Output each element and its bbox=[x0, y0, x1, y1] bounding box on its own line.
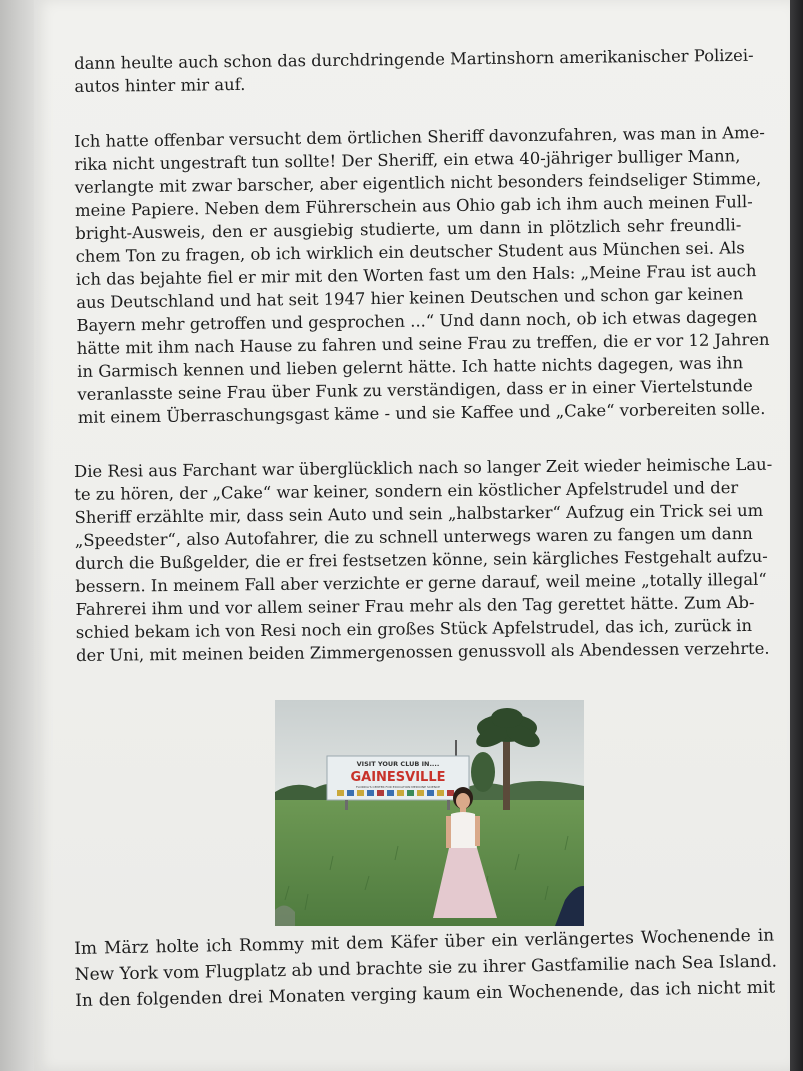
text-line: in Garmisch kennen und lieben gelernt hätte. Ich hatte nichts dagegen, was ihn bbox=[77, 353, 744, 381]
text-line: verlangte mit zwar barscher, aber eigentlich nicht besonders feindseliger Stimme, bbox=[74, 169, 762, 197]
text-line: der Uni, mit meinen beiden Zimmergenossen genussvoll als Abendessen verzehrte. bbox=[75, 638, 770, 665]
text-line: Im März holte ich Rommy mit dem Käfer über ein verlängertes Wochenende in bbox=[74, 925, 775, 959]
text-line: ich das bejahte fiel er mir mit den Worten fast um den Hals: „Meine Frau ist auch bbox=[75, 261, 757, 289]
paragraph-2 bbox=[74, 121, 768, 429]
photo-scene bbox=[275, 700, 584, 926]
text-line: Bayern mehr getroffen und gesprochen ...“ Und dann noch, ob ich etwas dagegen bbox=[76, 307, 758, 335]
text-line: autos hinter mir auf. bbox=[74, 74, 246, 96]
gainesville-photo bbox=[275, 700, 584, 926]
billboard-city-text: GAINESVILLE bbox=[350, 770, 446, 785]
page-gutter bbox=[0, 0, 34, 1071]
grass-field bbox=[275, 792, 584, 926]
text-line: Ich hatte offenbar versucht dem örtlichen Sheriff davonzufahren, was man in Ame- bbox=[74, 122, 765, 151]
text-line: mit einem Überraschungsgast käme - und sie Kaffee und „Cake“ vorbereiten solle. bbox=[77, 398, 766, 427]
text-line: te zu hören, der „Cake“ war keiner, sondern ein köstlicher Apfelstrudel und der bbox=[74, 478, 739, 504]
tree bbox=[471, 752, 495, 792]
text-line: dann heulte auch schon das durchdringende Martinshorn amerikanischer Polizei- bbox=[74, 45, 754, 73]
text-line: In den folgenden drei Monaten verging kaum ein Wochenende, das ich nicht mit bbox=[75, 977, 776, 1011]
text-line: rika nicht ungestraft tun sollte! Der Sheriff, ein etwa 40-jähriger bulliger Mann, bbox=[74, 146, 741, 174]
text-line: meine Papiere. Neben dem Führerschein aus Ohio gab ich ihm auch meinen Full- bbox=[74, 192, 753, 220]
text-line: veranlasste seine Frau über Funk zu verständigen, dass er in einer Viertelstunde bbox=[77, 376, 753, 404]
text-line: bright-Ausweis, den er ausgiebig studierte, um dann in plötzlich sehr freundli- bbox=[75, 215, 742, 243]
text-line: durch die Bußgelder, die er frei festsetzen könne, sein kärgliches Festgehalt aufzu- bbox=[74, 546, 768, 573]
text-line: Die Resi aus Farchant war überglücklich nach so langer Zeit wieder heimische Lau- bbox=[74, 454, 773, 481]
text-line: chem Ton zu fragen, ob ich wirklich ein deutscher Student aus München sei. Als bbox=[75, 238, 745, 266]
paragraph-4 bbox=[74, 923, 778, 1014]
text-line: schied bekam ich von Resi noch ein großes Stück Apfelstrudel, das ich, zurück in bbox=[75, 615, 753, 642]
text-line: hätte mit ihm nach Hause zu fahren und seine Frau zu treffen, die er vor 12 Jahren bbox=[76, 329, 770, 358]
billboard-top-text: VISIT YOUR CLUB IN.... bbox=[356, 760, 440, 768]
text-line: bessern. In meinem Fall aber verzichte er gerne darauf, weil meine „totally illegal“ bbox=[75, 569, 767, 596]
paragraph-1 bbox=[74, 44, 765, 98]
text-line: aus Deutschland und hat seit 1947 hier keinen Deutschen und schon gar keinen bbox=[76, 284, 744, 312]
text-line: New York vom Flugplatz ab und brachte sie zu ihrer Gastfamilie nach Sea Island. bbox=[74, 951, 778, 985]
text-line: Sheriff erzählte mir, dass sein Auto und sein „halbstarker“ Aufzug ein Trick sei um bbox=[74, 500, 764, 527]
text-line: Fahrerei ihm und vor allem seiner Frau mehr als den Tag gerettet hätte. Zum Ab- bbox=[75, 592, 755, 619]
palm-trunk bbox=[503, 735, 510, 810]
text-line: „Speedster“, also Autofahrer, die zu schnell unterwegs waren zu fangen um dann bbox=[74, 523, 753, 550]
paragraph-3 bbox=[74, 453, 773, 667]
billboard-sub-text: FLORIDA'S CENTER FOR EDUCATION MEDICINE SCIENCE bbox=[355, 785, 441, 789]
